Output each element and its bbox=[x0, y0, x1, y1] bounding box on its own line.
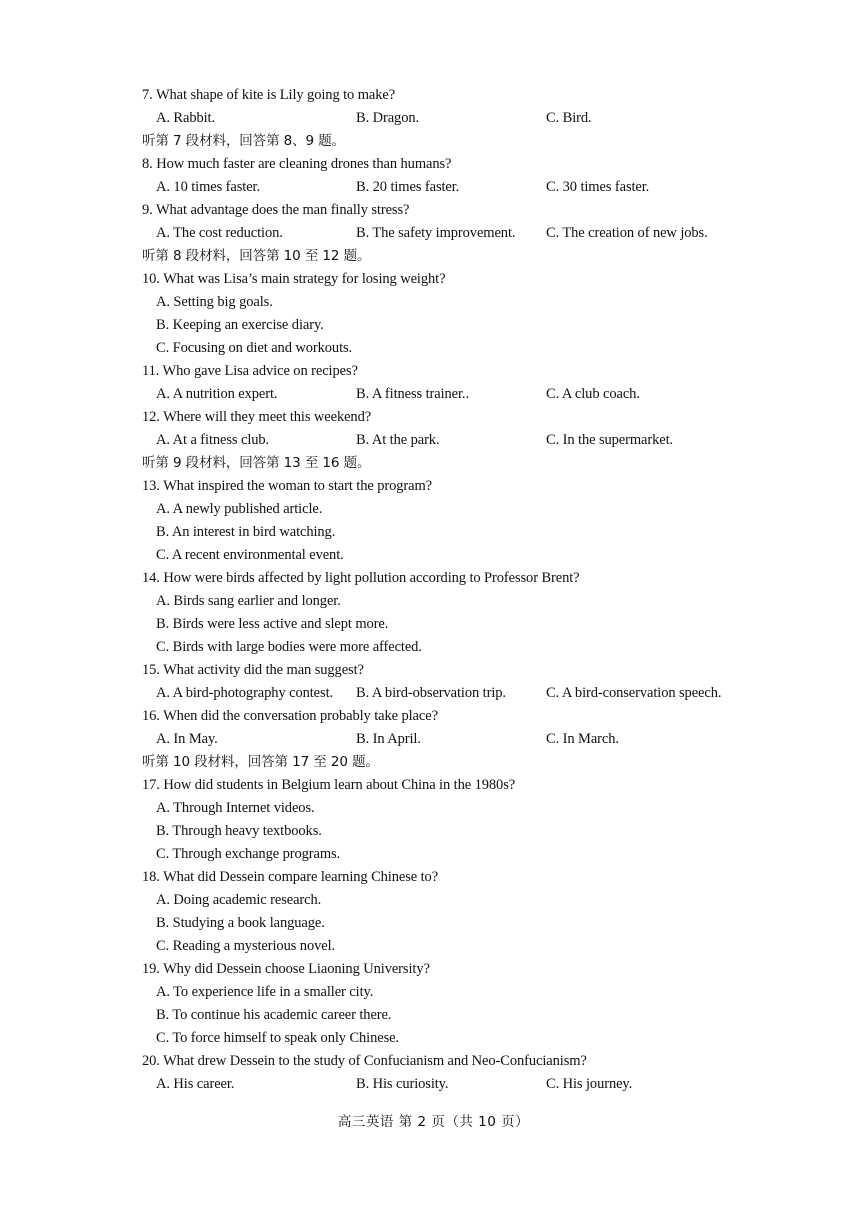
option-c: C. His journey. bbox=[546, 1076, 633, 1092]
option-text: A. Doing academic research. bbox=[156, 892, 322, 908]
question-text: 17. How did students in Belgium learn about China in the 1980s? bbox=[142, 777, 516, 793]
question-text: 13. What inspired the woman to start the program? bbox=[142, 478, 432, 494]
option-text: C. Focusing on diet and workouts. bbox=[156, 340, 353, 356]
option-a: A. A bird-photography contest. bbox=[156, 685, 334, 701]
option-c: C. In March. bbox=[546, 731, 619, 747]
question-text: 20. What drew Dessein to the study of Confucianism and Neo-Confucianism? bbox=[142, 1053, 587, 1069]
option-text: B. Through heavy textbooks. bbox=[156, 823, 322, 839]
option-c: C. A bird-conservation speech. bbox=[546, 685, 722, 701]
question-text: 11. Who gave Lisa advice on recipes? bbox=[142, 363, 358, 379]
option-row bbox=[142, 728, 782, 751]
question-text: 8. How much faster are cleaning drones than humans? bbox=[142, 156, 452, 172]
page-footer: 高三英语 第 2 页（共 10 页） bbox=[337, 1114, 530, 1130]
question-text: 9. What advantage does the man finally stress? bbox=[142, 202, 410, 218]
question-text: 15. What activity did the man suggest? bbox=[142, 662, 364, 678]
option-b: B. In April. bbox=[356, 731, 421, 747]
question-text: 7. What shape of kite is Lily going to make? bbox=[142, 87, 396, 103]
option-c: C. The creation of new jobs. bbox=[546, 225, 708, 241]
option-a: A. In May. bbox=[156, 731, 218, 747]
option-b: B. The safety improvement. bbox=[356, 225, 516, 241]
option-b: B. A bird-observation trip. bbox=[356, 685, 506, 701]
question-text: 12. Where will they meet this weekend? bbox=[142, 409, 372, 425]
option-b: B. 20 times faster. bbox=[356, 179, 460, 195]
question-text: 19. Why did Dessein choose Liaoning University? bbox=[142, 961, 430, 977]
option-text: C. Through exchange programs. bbox=[156, 846, 341, 862]
question-text: 16. When did the conversation probably take place? bbox=[142, 708, 438, 724]
section-instruction: 听第 9 段材料，回答第 13 至 16 题。 bbox=[142, 455, 371, 471]
option-a: A. A nutrition expert. bbox=[156, 386, 278, 402]
option-text: C. Birds with large bodies were more affected. bbox=[156, 639, 422, 655]
option-row bbox=[142, 682, 782, 705]
option-text: B. To continue his academic career there. bbox=[156, 1007, 392, 1023]
option-text: C. A recent environmental event. bbox=[156, 547, 344, 563]
option-row bbox=[142, 222, 782, 245]
option-row bbox=[142, 1073, 782, 1096]
option-text: B. Keeping an exercise diary. bbox=[156, 317, 324, 333]
option-text: B. Studying a book language. bbox=[156, 915, 325, 931]
option-row bbox=[142, 429, 782, 452]
question-text: 14. How were birds affected by light pollution according to Professor Brent? bbox=[142, 570, 580, 586]
option-c: C. Bird. bbox=[546, 110, 592, 126]
option-text: B. An interest in bird watching. bbox=[156, 524, 336, 540]
option-text: A. Setting big goals. bbox=[156, 294, 273, 310]
question-list bbox=[142, 84, 782, 1096]
option-c: C. 30 times faster. bbox=[546, 179, 650, 195]
option-a: A. At a fitness club. bbox=[156, 432, 270, 448]
option-a: A. His career. bbox=[156, 1076, 235, 1092]
option-text: A. Birds sang earlier and longer. bbox=[156, 593, 341, 609]
option-b: B. His curiosity. bbox=[356, 1076, 449, 1092]
option-text: A. A newly published article. bbox=[156, 501, 323, 517]
option-text: A. Through Internet videos. bbox=[156, 800, 315, 816]
option-b: B. At the park. bbox=[356, 432, 440, 448]
section-instruction: 听第 8 段材料，回答第 10 至 12 题。 bbox=[142, 248, 371, 264]
option-text: C. To force himself to speak only Chinese. bbox=[156, 1030, 399, 1046]
question-text: 10. What was Lisa’s main strategy for losing weight? bbox=[142, 271, 446, 287]
option-row bbox=[142, 107, 782, 130]
option-text: B. Birds were less active and slept more. bbox=[156, 616, 389, 632]
option-text: C. Reading a mysterious novel. bbox=[156, 938, 336, 954]
option-row bbox=[142, 176, 782, 199]
option-a: A. Rabbit. bbox=[156, 110, 216, 126]
option-b: B. A fitness trainer.. bbox=[356, 386, 469, 402]
question-text: 18. What did Dessein compare learning Chinese to? bbox=[142, 869, 439, 885]
option-b: B. Dragon. bbox=[356, 110, 420, 126]
option-text: A. To experience life in a smaller city. bbox=[156, 984, 374, 1000]
section-instruction: 听第 7 段材料，回答第 8、9 题。 bbox=[142, 133, 346, 149]
option-a: A. The cost reduction. bbox=[156, 225, 283, 241]
option-row bbox=[142, 383, 782, 406]
section-instruction: 听第 10 段材料，回答第 17 至 20 题。 bbox=[142, 754, 379, 770]
option-a: A. 10 times faster. bbox=[156, 179, 261, 195]
option-c: C. A club coach. bbox=[546, 386, 640, 402]
option-c: C. In the supermarket. bbox=[546, 432, 674, 448]
